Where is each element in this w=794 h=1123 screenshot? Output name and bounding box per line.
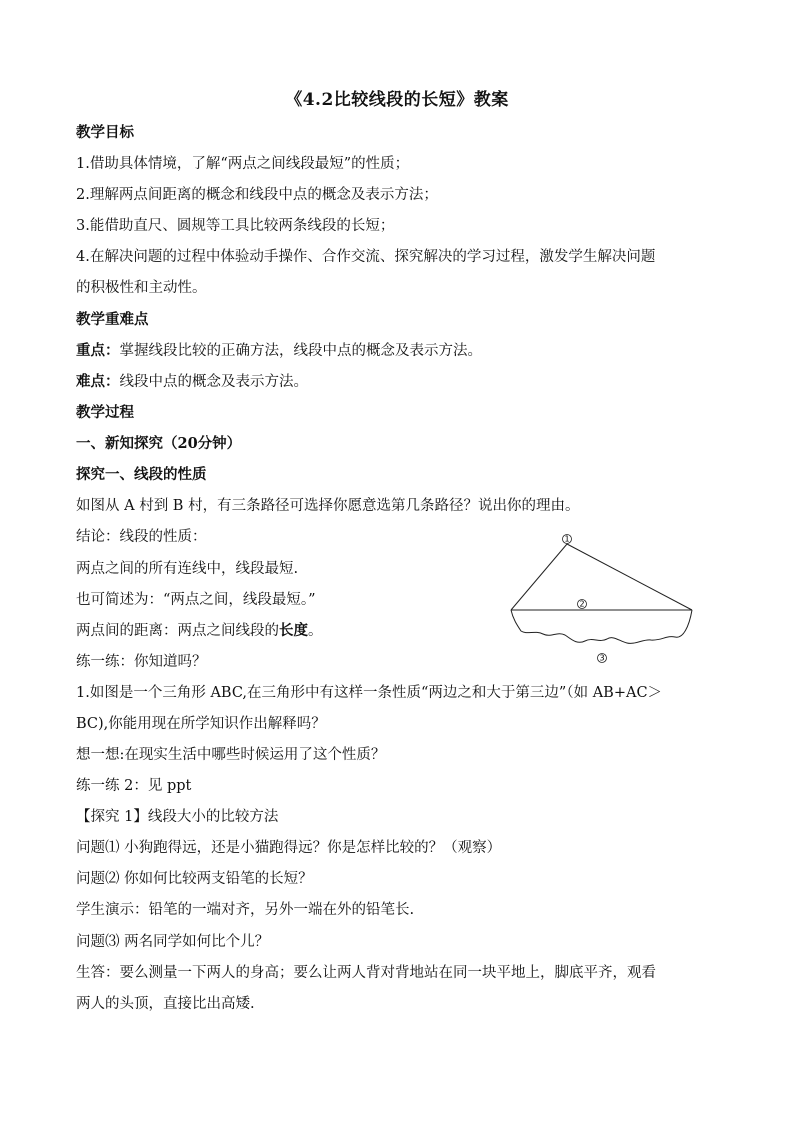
distance-end: 。 <box>308 623 323 639</box>
paragraph-short-form: 也可简述为：“两点之间，线段最短。” <box>76 592 316 608</box>
difficult-point-text: 线段中点的概念及表示方法。 <box>119 374 308 390</box>
objective-4-cont: 的积极性和主动性。 <box>76 280 207 296</box>
objective-2: 2.理解两点间距离的概念和线段中点的概念及表示方法； <box>76 187 438 203</box>
paragraph-think: 想一想:在现实生活中哪些时候运用了这个性质？ <box>76 747 386 763</box>
section-heading-keypoints: 教学重难点 <box>76 311 149 328</box>
paragraph-triangle-question: 1.如图是一个三角形 ABC,在三角形中有这样一条性质“两边之和大于第三边”（如 AB+AC＞ <box>76 685 663 701</box>
section-heading-process: 教学过程 <box>76 404 134 421</box>
path-label-1-num: 1 <box>564 534 570 544</box>
paragraph-conclusion: 结论：线段的性质： <box>76 529 207 545</box>
subsection-heading-new-knowledge: 一、新知探究（20分钟） <box>76 435 242 452</box>
path-diagram <box>505 527 697 667</box>
path-label-3-num: 3 <box>599 653 605 663</box>
paragraph-practice-2: 练一练 2：见 ppt <box>76 778 192 794</box>
distance-text: 两点间的距离：两点之间线段的 <box>76 623 279 639</box>
key-point-text: 掌握线段比较的正确方法，线段中点的概念及表示方法。 <box>119 343 482 359</box>
section-heading-objectives: 教学目标 <box>76 124 134 141</box>
distance-bold-word: 长度 <box>279 622 308 639</box>
objective-1: 1.借助具体情境，了解“两点之间线段最短”的性质； <box>76 156 410 172</box>
objective-4: 4.在解决问题的过程中体验动手操作、合作交流、探究解决的学习过程，激发学生解决问题 <box>76 249 656 265</box>
paragraph-triangle-question-cont: BC),你能用现在所学知识作出解释吗？ <box>76 716 326 732</box>
paragraph-explore-compare: 【探究 1】线段大小的比较方法 <box>76 809 279 825</box>
path-3-curve <box>511 610 692 643</box>
paragraph-distance <box>76 621 323 641</box>
paragraph-question-3: 问题⑶ 两名同学如何比个儿？ <box>76 934 270 950</box>
objective-3: 3.能借助直尺、圆规等工具比较两条线段的长短； <box>76 218 395 234</box>
paragraph-question-routes: 如图从 A 村到 B 村，有三条路径可选择你愿意选第几条路径？说出你的理由。 <box>76 498 580 514</box>
path-1-left-segment <box>511 544 567 610</box>
paragraph-answer-cont: 两人的头顶，直接比出高矮. <box>76 996 255 1012</box>
path-label-2-num: 2 <box>579 599 585 609</box>
paragraph-demo: 学生演示：铅笔的一端对齐，另外一端在外的铅笔长. <box>76 902 415 918</box>
paragraph-question-2: 问题⑵ 你如何比较两支铅笔的长短？ <box>76 871 313 887</box>
paragraph-shortest-line: 两点之间的所有连线中，线段最短. <box>76 561 299 577</box>
difficult-point <box>76 372 308 392</box>
difficult-point-label: 难点： <box>76 373 120 390</box>
subsection-heading-explore-1: 探究一、线段的性质 <box>76 466 207 483</box>
document-title: 《4.2比较线段的长短》教案 <box>285 90 509 110</box>
paragraph-practice: 练一练：你知道吗？ <box>76 654 207 670</box>
key-point-label: 重点： <box>76 342 120 359</box>
path-1-right-segment <box>567 544 692 610</box>
paragraph-question-1: 问题⑴ 小狗跑得远，还是小猫跑得远？你是怎样比较的？（观察） <box>76 840 502 856</box>
key-point <box>76 341 482 361</box>
paragraph-answer: 生答：要么测量一下两人的身高；要么让两人背对背地站在同一块平地上，脚底平齐，观看 <box>76 965 656 981</box>
